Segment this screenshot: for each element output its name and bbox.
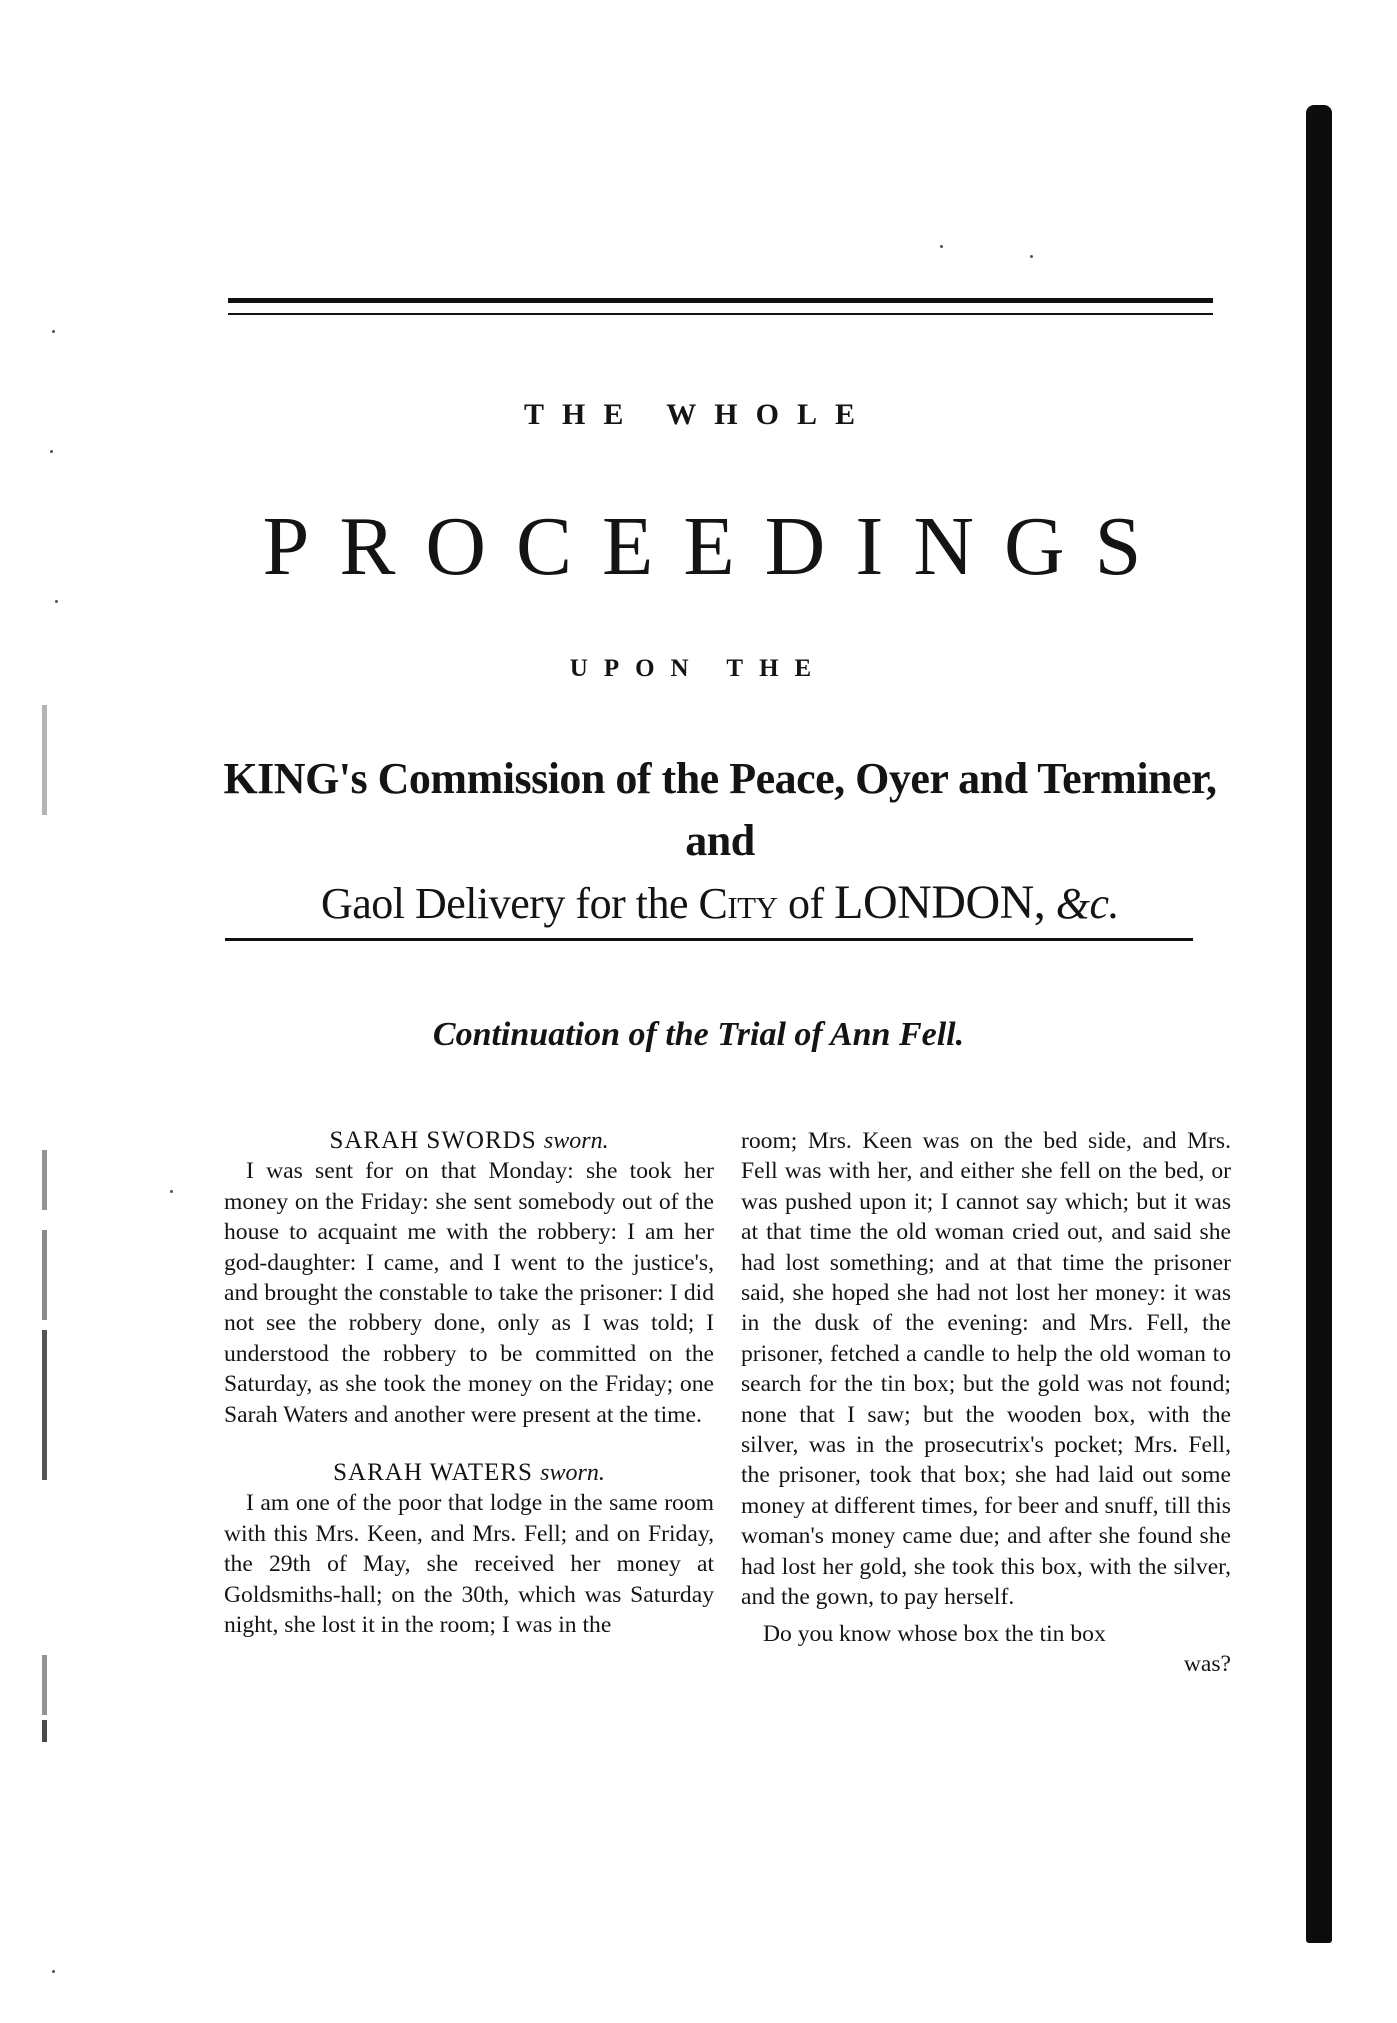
city-word: City (698, 879, 778, 928)
sworn-label: sworn. (540, 1460, 605, 1487)
section-subtitle: Continuation of the Trial of Ann Fell. (432, 1016, 965, 1053)
witness-name: SARAH SWORDS (329, 1127, 537, 1154)
catchword: was? (1183, 1650, 1231, 1677)
scan-speck (1030, 255, 1033, 258)
scan-speck (50, 450, 53, 453)
right-column (741, 1126, 1231, 1679)
commission-line-2-text: Gaol Delivery for the (320, 879, 699, 928)
binding-mark (42, 1230, 47, 1320)
witness-name: SARAH WATERS (333, 1459, 533, 1487)
paragraph-gap (224, 1430, 714, 1458)
commission-line-1: KING's Commission of the Peace, Oyer and Terminer, and (223, 754, 1217, 865)
commission-line-2 (210, 872, 1230, 935)
testimony-paragraph: I was sent for on that Monday: she took her money on the Friday: she sent somebody out of the house to acquaint me with the robbery: I am her god-daughter: I came, and I went to the justice's, and brought the constable to take the prisoner: I did not see the robbery done, only as I was told; I understood the robbery to be committed on the Saturday, as she took the money on the Friday; one Sarah Waters and another were present at the time. (224, 1158, 714, 1428)
scan-speck (52, 1970, 55, 1973)
ornamental-rule (228, 298, 1213, 315)
etc-word: &c. (1045, 879, 1120, 928)
scan-speck (55, 600, 58, 603)
heading-upon-the: UPON THE (569, 655, 828, 682)
question-paragraph: Do you know whose box the tin box (763, 1620, 1106, 1647)
london-word: LONDON, (834, 876, 1046, 929)
scan-speck (52, 330, 55, 333)
divider-rule (225, 938, 1193, 941)
left-column (224, 1126, 714, 1641)
heading-the-whole: THE WHOLE (523, 398, 873, 431)
binding-mark (42, 705, 47, 815)
witness-heading (224, 1126, 714, 1156)
commission-line-2-of: of (777, 879, 835, 928)
binding-mark (42, 1330, 47, 1480)
sworn-label: sworn. (543, 1128, 609, 1154)
binding-mark (42, 1655, 47, 1715)
commission-heading (210, 748, 1230, 935)
testimony-paragraph: I am one of the poor that lodge in the same room with this Mrs. Keen, and Mrs. Fell; and on Friday, the 29th of May, she received her money at Goldsmiths-hall; on the 30th, which was Saturday night, she lost it in the room; I was in the (224, 1490, 714, 1639)
scan-speck (940, 245, 943, 248)
witness-heading (224, 1458, 714, 1488)
testimony-paragraph: room; Mrs. Keen was on the bed side, and Mrs. Fell was with her, and either she fell on the bed, or was pushed upon it; I cannot say which; but it was at that time the old woman cried out, and said she had lost something; and at that time the prisoner said, she hoped she had not lost her money: it was in the dusk of the evening: and Mrs. Fell, the prisoner, fetched a candle to help the old woman to search for the tin box; but the gold was not found; none that I saw; but the wooden box, with the silver, was in the prosecutrix's pocket; Mrs. Fell, the prisoner, took that box; she had laid out some money at different times, for beer and snuff, till this woman's money came due; and after she found she had lost her gold, she took this box, with the silver, and the gown, to pay herself. (741, 1128, 1231, 1611)
page-title: PROCEEDINGS (262, 500, 1172, 593)
binding-mark (42, 1720, 47, 1742)
binding-mark (42, 1150, 47, 1210)
scan-speck (170, 1190, 173, 1193)
